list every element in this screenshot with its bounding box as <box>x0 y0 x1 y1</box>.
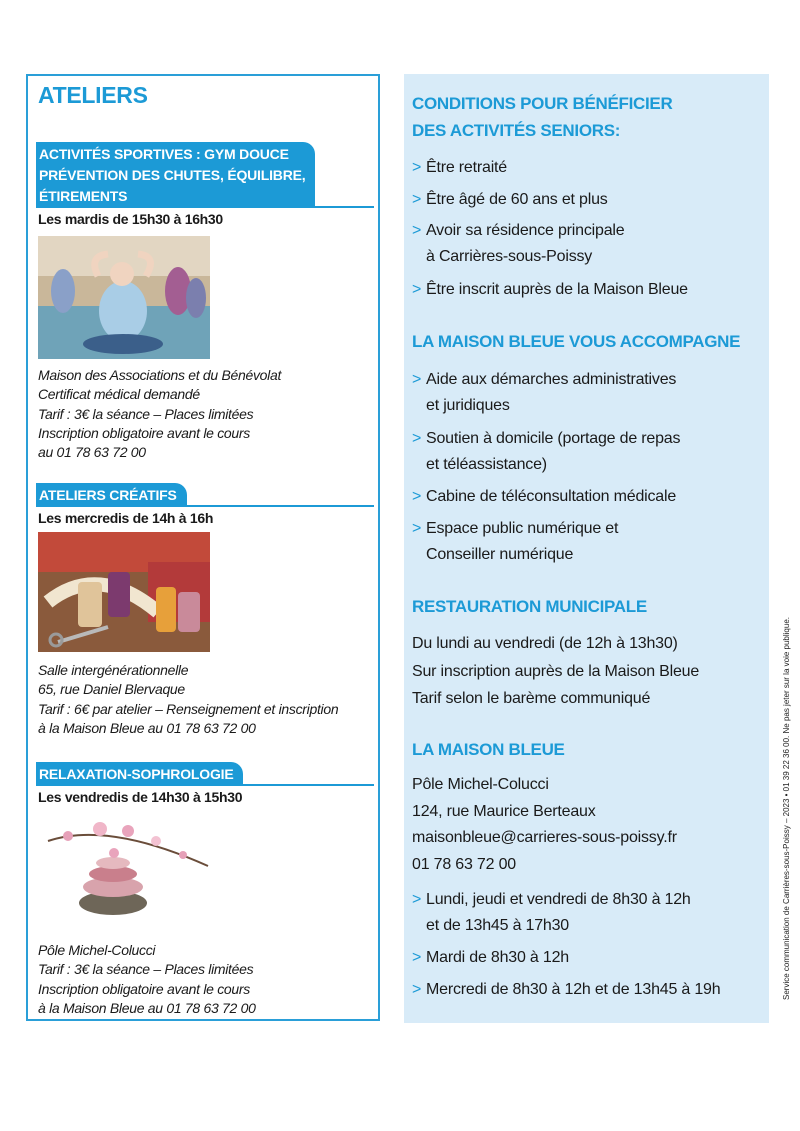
sport-info-line: au 01 78 63 72 00 <box>38 444 146 461</box>
conditions-heading-line: CONDITIONS POUR BÉNÉFICIER <box>412 94 673 113</box>
service-item <box>412 484 676 510</box>
hours-text: Mercredi de 8h30 à 12h et de 13h45 à 19h <box>426 981 721 998</box>
restauration-text <box>412 630 699 713</box>
creatif-info-line: à la Maison Bleue au 01 78 63 72 00 <box>38 719 256 736</box>
arrow-icon: > <box>412 371 422 388</box>
relax-info <box>38 941 256 1018</box>
creatif-info-line: Tarif : 6€ par atelier – Renseignement et inscription <box>38 700 339 717</box>
creatif-heading: ATELIERS CRÉATIFS <box>36 483 187 507</box>
creatif-info-line: Salle intergénérationnelle <box>38 662 189 678</box>
conditions-heading <box>412 90 672 144</box>
sport-schedule: Les mardis de 15h30 à 16h30 <box>38 211 223 227</box>
zen-stones-photo <box>38 811 210 921</box>
condition-item <box>412 155 507 181</box>
sport-heading-line: PRÉVENTION DES CHUTES, ÉQUILIBRE, <box>39 167 306 183</box>
arrow-icon: > <box>412 159 422 176</box>
sport-info <box>38 366 281 462</box>
condition-text: Être âgé de 60 ans et plus <box>426 191 608 208</box>
creatif-info-line: 65, rue Daniel Blervaque <box>38 681 185 698</box>
relax-info-line: Pôle Michel-Colucci <box>38 942 156 958</box>
hours-text: et de 13h45 à 17h30 <box>426 917 570 934</box>
sport-heading-line: ACTIVITÉS SPORTIVES : GYM DOUCE <box>39 146 289 162</box>
hours-text: Mardi de 8h30 à 12h <box>426 949 569 966</box>
condition-item <box>412 277 688 303</box>
condition-text: Être retraité <box>426 159 507 176</box>
creatif-heading-rule <box>36 505 374 507</box>
arrow-icon: > <box>412 281 422 298</box>
condition-item <box>412 187 608 213</box>
arrow-icon: > <box>412 949 422 966</box>
condition-item <box>412 218 624 270</box>
relax-schedule: Les vendredis de 14h30 à 15h30 <box>38 789 243 805</box>
gym-photo <box>38 236 210 359</box>
sport-info-line: Inscription obligatoire avant le cours <box>38 424 250 441</box>
phone-number: 01 78 63 72 00 <box>412 855 516 873</box>
sport-heading-rule <box>36 206 374 208</box>
service-text: Cabine de téléconsultation médicale <box>426 488 677 505</box>
service-item <box>412 426 680 478</box>
service-text: et téléassistance) <box>426 456 547 473</box>
arrow-icon: > <box>412 191 422 208</box>
arrow-icon: > <box>412 891 422 908</box>
sport-info-line: Maison des Associations et du Bénévolat <box>38 367 282 383</box>
relax-heading-rule <box>36 784 374 786</box>
service-text: Aide aux démarches administratives <box>426 371 677 388</box>
relax-info-line: Tarif : 3€ la séance – Places limitées <box>38 961 254 978</box>
condition-text: à Carrières-sous-Poissy <box>426 248 593 265</box>
info-panel <box>404 74 769 1023</box>
arrow-icon: > <box>412 430 422 447</box>
restauration-heading: RESTAURATION MUNICIPALE <box>412 597 647 616</box>
hours-item <box>412 887 691 939</box>
condition-text: Être inscrit auprès de la Maison Bleue <box>426 281 688 298</box>
address-line: Pôle Michel-Colucci <box>412 776 549 793</box>
relax-info-line: Inscription obligatoire avant le cours <box>38 980 250 997</box>
service-text: Espace public numérique et <box>426 520 619 537</box>
credit-text: Service communication de Carrières-sous-Poissy – 2023 • 01 39 22 36 00. Ne pas jeter sur la voie publique. <box>782 616 791 1000</box>
arrow-icon: > <box>412 981 422 998</box>
condition-text: Avoir sa résidence principale <box>426 222 625 239</box>
sport-heading <box>36 142 315 208</box>
ateliers-panel <box>26 74 380 1021</box>
restauration-line: Tarif selon le barème communiqué <box>412 690 651 707</box>
restauration-line: Sur inscription auprès de la Maison Bleue <box>412 662 700 680</box>
sport-heading-line: ÉTIREMENTS <box>39 188 128 204</box>
conditions-heading-line: DES ACTIVITÉS SENIORS: <box>412 121 621 140</box>
hours-item <box>412 945 569 971</box>
hours-text: Lundi, jeudi et vendredi de 8h30 à 12h <box>426 891 691 908</box>
creatif-info <box>38 661 338 738</box>
sewing-photo <box>38 532 210 652</box>
creatif-schedule: Les mercredis de 14h à 16h <box>38 510 214 526</box>
sport-info-line: Certificat médical demandé <box>38 386 200 403</box>
service-item <box>412 516 618 568</box>
maison-address <box>412 772 677 878</box>
hours-item <box>412 977 720 1003</box>
arrow-icon: > <box>412 222 422 239</box>
service-text: et juridiques <box>426 397 510 414</box>
maison-heading: LA MAISON BLEUE <box>412 740 565 759</box>
service-text: Soutien à domicile (portage de repas <box>426 430 681 447</box>
service-item <box>412 367 676 419</box>
address-line: 124, rue Maurice Berteaux <box>412 802 596 820</box>
sport-info-line: Tarif : 3€ la séance – Places limitées <box>38 405 254 422</box>
relax-info-line: à la Maison Bleue au 01 78 63 72 00 <box>38 999 256 1016</box>
accompagne-heading: LA MAISON BLEUE VOUS ACCOMPAGNE <box>412 332 741 351</box>
service-text: Conseiller numérique <box>426 546 574 563</box>
ateliers-title: ATELIERS <box>38 82 148 108</box>
arrow-icon: > <box>412 488 422 505</box>
arrow-icon: > <box>412 520 422 537</box>
restauration-line: Du lundi au vendredi (de 12h à 13h30) <box>412 635 678 652</box>
email-link[interactable]: maisonbleue@carrieres-sous-poissy.fr <box>412 829 677 846</box>
relax-heading: RELAXATION-SOPHROLOGIE <box>36 762 243 786</box>
